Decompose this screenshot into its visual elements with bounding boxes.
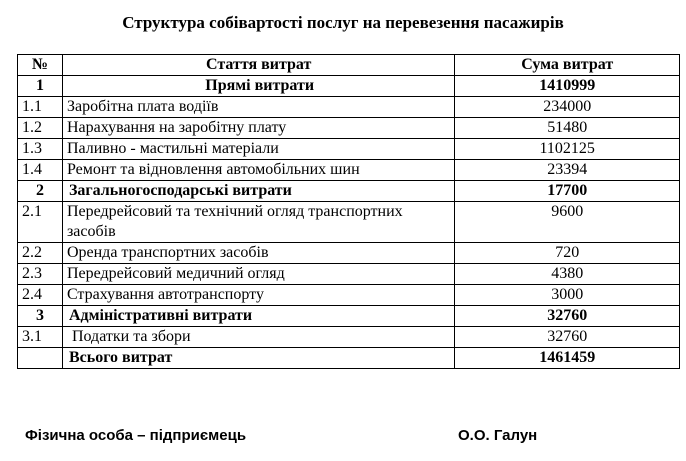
row-cost-sum: 720 bbox=[455, 243, 680, 264]
row-cost-item: Всього витрат bbox=[62, 348, 454, 369]
row-cost-sum: 23394 bbox=[455, 160, 680, 181]
row-number: 2 bbox=[18, 181, 63, 202]
row-cost-sum: 32760 bbox=[455, 327, 680, 348]
row-cost-item: Заробітна плата водіїв bbox=[62, 97, 454, 118]
header-number: № bbox=[18, 55, 63, 76]
row-cost-item: Страхування автотранспорту bbox=[62, 285, 454, 306]
table-row bbox=[18, 160, 680, 181]
table-row bbox=[18, 118, 680, 139]
table-row bbox=[18, 202, 680, 243]
row-cost-sum: 234000 bbox=[455, 97, 680, 118]
row-number: 1 bbox=[18, 76, 63, 97]
row-cost-item: Податки та збори bbox=[62, 327, 454, 348]
table-row bbox=[18, 285, 680, 306]
row-cost-item: Загальногосподарські витрати bbox=[62, 181, 454, 202]
table-row bbox=[18, 264, 680, 285]
signature-name: О.О. Галун bbox=[458, 427, 538, 444]
table-row-group-admin bbox=[18, 306, 680, 327]
row-cost-sum: 3000 bbox=[455, 285, 680, 306]
row-cost-sum: 17700 bbox=[455, 181, 680, 202]
table-row bbox=[18, 327, 680, 348]
table-row-total bbox=[18, 348, 680, 369]
table-row-group-direct bbox=[18, 76, 680, 97]
document-title: Структура собівартості послуг на перевезення пасажирів bbox=[122, 13, 564, 32]
row-cost-sum: 4380 bbox=[455, 264, 680, 285]
row-number: 1.1 bbox=[18, 97, 63, 118]
row-number: 1.3 bbox=[18, 139, 63, 160]
row-number: 2.2 bbox=[18, 243, 63, 264]
row-number: 3 bbox=[18, 306, 63, 327]
table-row bbox=[18, 139, 680, 160]
row-cost-sum: 51480 bbox=[455, 118, 680, 139]
table-header-row bbox=[18, 55, 680, 76]
row-cost-item: Передрейсовий медичний огляд bbox=[62, 264, 454, 285]
header-cost-sum: Сума витрат bbox=[455, 55, 680, 76]
row-number: 1.2 bbox=[18, 118, 63, 139]
table-row bbox=[18, 243, 680, 264]
row-number: 3.1 bbox=[18, 327, 63, 348]
row-cost-sum: 32760 bbox=[455, 306, 680, 327]
row-cost-item: Передрейсовий та технічний огляд транспортних засобів bbox=[62, 202, 454, 243]
row-cost-item: Нарахування на заробітну плату bbox=[62, 118, 454, 139]
header-cost-item: Стаття витрат bbox=[62, 55, 454, 76]
cost-structure-table bbox=[17, 54, 680, 369]
row-cost-item: Паливно - мастильні матеріали bbox=[62, 139, 454, 160]
row-number: 2.1 bbox=[18, 202, 63, 243]
row-cost-item: Оренда транспортних засобів bbox=[62, 243, 454, 264]
signature-position: Фізична особа – підприємець bbox=[25, 427, 247, 444]
row-cost-item: Адміністративні витрати bbox=[62, 306, 454, 327]
row-number bbox=[18, 348, 63, 369]
row-cost-item: Ремонт та відновлення автомобільних шин bbox=[62, 160, 454, 181]
row-cost-sum: 1461459 bbox=[455, 348, 680, 369]
row-cost-item: Прямі витрати bbox=[62, 76, 454, 97]
row-cost-sum: 9600 bbox=[455, 202, 680, 243]
row-cost-sum: 1102125 bbox=[455, 139, 680, 160]
row-number: 2.3 bbox=[18, 264, 63, 285]
row-number: 1.4 bbox=[18, 160, 63, 181]
row-cost-sum: 1410999 bbox=[455, 76, 680, 97]
table-row bbox=[18, 97, 680, 118]
row-number: 2.4 bbox=[18, 285, 63, 306]
table-row-group-general bbox=[18, 181, 680, 202]
